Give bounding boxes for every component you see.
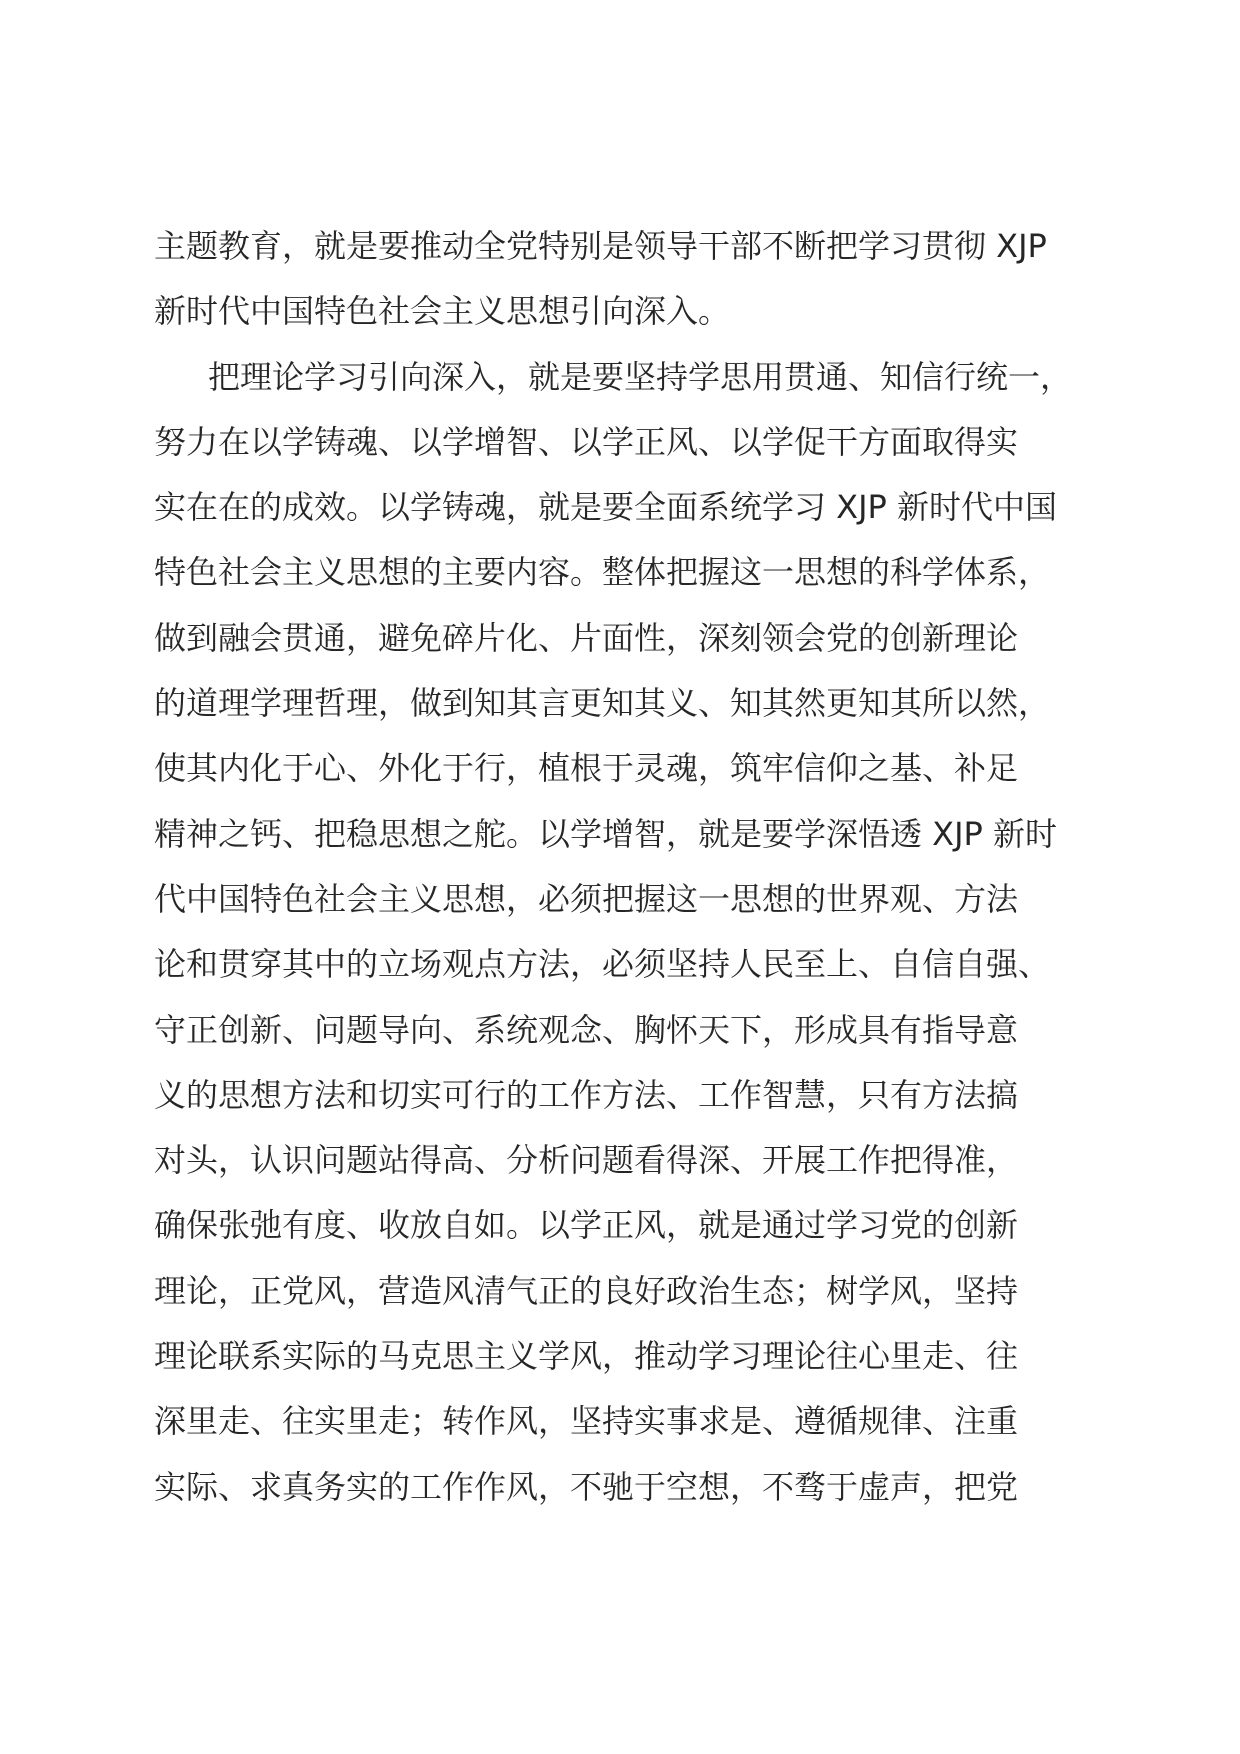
text-line: 特色社会主义思想的主要内容。整体把握这一思想的科学体系， (154, 553, 1051, 592)
text-line: 实在在的成效。以学铸魂，就是要全面系统学习 XJP 新时代中国 (154, 488, 1058, 527)
text-line: 论和贯穿其中的立场观点方法，必须坚持人民至上、自信自强、 (154, 945, 1051, 984)
text-line: 新时代中国特色社会主义思想引向深入。 (154, 292, 731, 331)
paragraph-start-line: 把理论学习引向深入，就是要坚持学思用贯通、知信行统一， (208, 357, 1073, 396)
text-line: 的道理学理哲理，做到知其言更知其义、知其然更知其所以然， (154, 684, 1051, 723)
text-line: 主题教育，就是要推动全党特别是领导干部不断把学习贯彻 XJP (154, 227, 1047, 265)
text-line: 理论，正党风，营造风清气正的良好政治生态；树学风，坚持 (154, 1271, 1019, 1310)
body-text (154, 214, 1104, 1520)
text-line: 确保张弛有度、收放自如。以学正风，就是通过学习党的创新 (154, 1206, 1019, 1245)
text-line: 使其内化于心、外化于行，植根于灵魂，筑牢信仰之基、补足 (154, 749, 1019, 788)
text-line: 义的思想方法和切实可行的工作方法、工作智慧，只有方法搞 (154, 1075, 1019, 1114)
text-line: 理论联系实际的马克思主义学风，推动学习理论往心里走、往 (154, 1337, 1019, 1376)
text-line: 实际、求真务实的工作作风，不驰于空想，不骛于虚声，把党 (154, 1467, 1019, 1506)
text-line: 做到融会贯通，避免碎片化、片面性，深刻领会党的创新理论 (154, 618, 1019, 657)
text-line: 努力在以学铸魂、以学增智、以学正风、以学促干方面取得实 (154, 422, 1019, 461)
text-line: 精神之钙、把稳思想之舵。以学增智，就是要学深悟透 XJP 新时 (154, 814, 1058, 853)
text-line: 代中国特色社会主义思想，必须把握这一思想的世界观、方法 (154, 879, 1019, 918)
text-line: 守正创新、问题导向、系统观念、胸怀天下，形成具有指导意 (154, 1010, 1019, 1049)
text-line: 对头，认识问题站得高、分析问题看得深、开展工作把得准， (154, 1141, 1019, 1180)
text-line: 深里走、往实里走；转作风，坚持实事求是、遵循规律、注重 (154, 1402, 1019, 1441)
